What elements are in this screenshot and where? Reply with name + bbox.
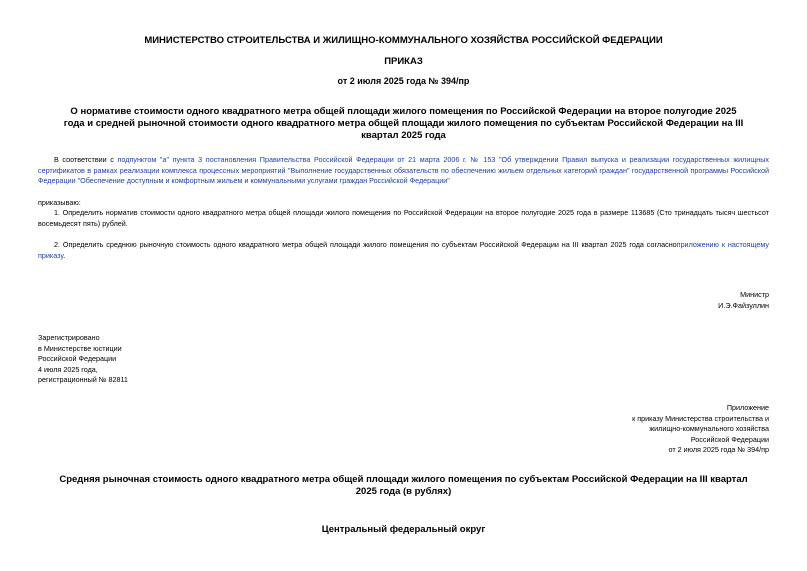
registration-line: Российской Федерации <box>38 354 117 363</box>
signature-name: И.Э.Файзуллин <box>718 300 769 310</box>
federal-district-heading: Центральный федеральный округ <box>321 524 486 535</box>
preamble-paragraph <box>38 155 769 187</box>
registration-line: Зарегистрировано <box>38 333 100 342</box>
prikazyvayu-text: приказываю: <box>38 198 81 207</box>
clause-2-end: . <box>63 250 66 260</box>
table-title: Средняя рыночная стоимость одного квадратного метра общей площади жилого помещения по субъектам Российской Федерации на III квартал 2025 года (в рублях) <box>59 474 748 497</box>
appendix-line: Приложение <box>726 403 769 412</box>
clause-1-paragraph: 1. Определить норматив стоимости одного квадратного метра общей площади жилого помещения по Российской Федерации на второе полугодие 2025 года в размере 113685 (Сто тринадцать тысяч шестьсот восемьдесят пять) рублей. <box>38 208 769 228</box>
clause-2-paragraph <box>38 240 769 261</box>
document-type-heading: ПРИКАЗ <box>384 56 423 67</box>
ministry-heading: МИНИСТЕРСТВО СТРОИТЕЛЬСТВА И ЖИЛИЩНО-КОММУНАЛЬНОГО ХОЗЯЙСТВА РОССИЙСКОЙ ФЕДЕРАЦИИ <box>144 35 663 46</box>
registration-line: в Министерстве юстиции <box>38 343 122 353</box>
appendix-line: Российской Федерации <box>690 434 769 444</box>
legal-basis-link[interactable]: подпунктом "а" пункта 3 постановления Правительства Российской Федерации от 21 марта 2006 г. № 153 "Об утверждении Правил выпуска и реализации государственных жилищных сертификатов в рамках реализации комплекса процессных мероприятий "Выполнение государственных обязательств по обеспечению жильем отдельных категорий граждан" государственной программы Российской Федерации "Обеспечение доступным и комфортным жильем и коммунальными услугами граждан Российской Федерации" <box>38 155 769 185</box>
appendix-header-block <box>632 403 769 456</box>
registration-block <box>38 333 128 386</box>
appendix-link[interactable]: приложению к настоящему приказу <box>38 240 769 260</box>
appendix-line: к приказу Министерства строительства и <box>632 413 769 423</box>
clause-2-text: 2. Определить среднюю рыночную стоимость одного квадратного метра общей площади жилого помещения по субъектам Российской Федерации на III квартал 2025 года согласно <box>54 240 677 249</box>
preamble-text: В соответствии с <box>54 155 118 164</box>
appendix-line: жилищно-коммунального хозяйства <box>649 424 769 433</box>
signature-block <box>718 290 769 311</box>
order-title: О нормативе стоимости одного квадратного метра общей площади жилого помещения по Российской Федерации на второе полугодие 2025 года и средней рыночной стоимости одного квадратного метра общей площади жилого помещения по субъектам Российской Федерации на III квартал 2025 года <box>63 106 744 141</box>
appendix-line: от 2 июля 2025 года № 394/пр <box>668 445 769 454</box>
order-date-number: от 2 июля 2025 года № 394/пр <box>337 76 470 86</box>
signature-position: Министр <box>740 290 769 299</box>
registration-line: 4 июля 2025 года, <box>38 364 98 374</box>
registration-line: регистрационный № 82811 <box>38 375 128 384</box>
